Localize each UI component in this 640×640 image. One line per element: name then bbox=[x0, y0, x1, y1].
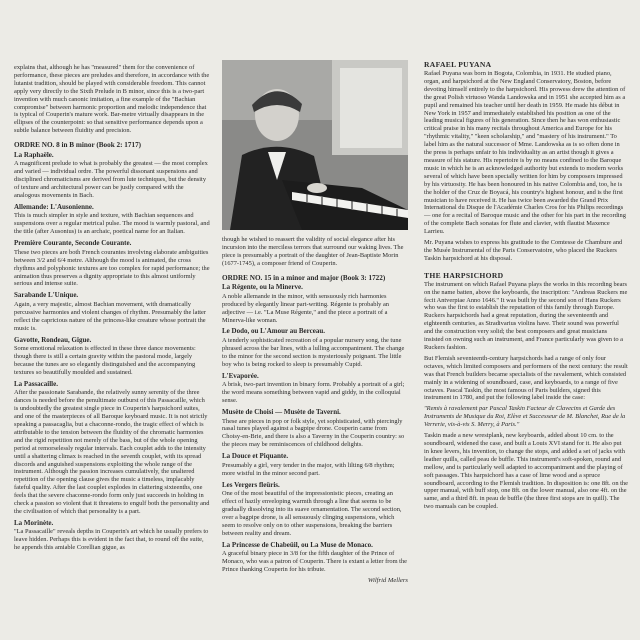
intro-paragraph: explains that, although he has "measured" them for the convenience of performance, these pieces are preludes and therefore, in accordance with the lutanist tradition, should be played with considerable freedom. This cannot apply very directly to the Sixth Prelude in B minor, since this is a two-part invention with much canonic imitation, a fine example of the "Bachian compromise" between harmonic proportion and melodic independence that is typical of Couperin's mature work. Bar-metre virtually disappears in the ellipses of the counterpoint: so that sensitive performance depends upon a subtle balance between fluidity and precision. bbox=[14, 64, 210, 135]
raphaele-title: La Raphaële. bbox=[14, 150, 54, 159]
column-middle bbox=[222, 236, 408, 630]
morinette-continued: though he wished to reassert the validity of social elegance after his incursion into the merciless terrors that surround our waking lives. The piece is presumably a portrait of the daughter of Jean-Baptiste Morin (1677-1745), a composer friend of Couperin. bbox=[222, 236, 404, 267]
allemande-title: Allemande: L'Ausonienne. bbox=[14, 202, 94, 211]
sarabande-title: Sarabande L'Unique. bbox=[14, 291, 79, 300]
column-right bbox=[424, 60, 628, 630]
puyana-bio: Rafael Puyana was born in Bogota, Colombia, in 1931. He studied piano, organ, and harpsichord at the New England Conservatory, Boston, before devoting himself entirely to the harpsichord. His prowess drew the attention of the great Polish virtuoso Wanda Landowska and in 1951 she accepted him as a pupil and remained his teacher until her death in 1959. He made his début in New York in 1957 and immediately established his position as one of the leading musical figures of his generation. Since then he has won enthusiastic critical praise in his many recitals throughout America and Europe for his "rhythmic vitality," "keen scholarship," and "mastery of his instrument." To label him as the natural successor of Mme. Landowska as is so often done in the press is perhaps unfair to his individuality as an artist though it gives a measure of his stature. His repertoire is by no means confined to the Baroque music in which he is an acknowledged authority but extends to modern works several of which have been specially written for him by composers impressed by his virtuosity. He has been honoured in his native Colombia and, too, he is the holder of the Cruz de Boyacá, his country's highest honour, and is the first musician to have received it. He has twice been awarded the Grand Prix International du Disque de l'Académie Charles Cros for his Philips recordings — one for a recital of Baroque music and the other for his part in the recording of the complete Bach sonatas for flute and clavier, with flautist Maxence Larrieu. bbox=[424, 70, 626, 236]
raphaele-text: A magnificent prelude to what is probably the greatest — the most complex and varied — individual ordre. The powerful dissonant suspensions and disciplined chromaticisms are derived from lute techniques, but the density of texture and architectural power can be justly compared with the analogous movements in Bach. bbox=[14, 160, 208, 199]
ordre8-heading: ORDRE NO. 8 in B minor (Book 2: 1717) bbox=[14, 141, 142, 150]
sarabande-text: Again, a very majestic, almost Bachian movement, with dramatically percussive harmonies and violent changes of rhythm. Presumably the latter reflect the capricious nature of the princess-like creature whose portrait the music is. bbox=[14, 300, 207, 332]
evaporee-text: A brisk, two-part invention in binary form. Probably a portrait of a girl; the word means something between vapid and giddy, in the colloquial sense. bbox=[222, 381, 405, 405]
harpsichord-heading: THE HARPSICHORD bbox=[424, 270, 504, 280]
passacaille-title: La Passacaille. bbox=[14, 379, 58, 388]
princesse-title: La Princesse de Chabeüil, ou La Muse de Monaco. bbox=[222, 540, 373, 549]
courante-title: Première Courante, Seconde Courante. bbox=[14, 239, 132, 248]
gavotte-title: Gavotte, Rondeau, Gigue. bbox=[14, 335, 92, 344]
douce-text: Presumably a girl, very tender in the major, with lilting 6/8 rhythm; more wistful in the minor second part. bbox=[222, 461, 395, 477]
musette-text: These are pieces in pop or folk style, yet sophisticated, with piercingly nasal tunes played against a bagpipe drone. Couperin came from Choisy-en-Brie, and there is also a Taverny in the Couperin country: so the pieces may be reminiscences of childhood delights. bbox=[222, 417, 405, 449]
author-signature: Wilfrid Mellers bbox=[367, 576, 408, 584]
dodo-title: Le Dodo, ou L'Amour au Berceau. bbox=[222, 327, 325, 336]
column-left bbox=[14, 64, 210, 630]
evaporee-title: L'Evaporée. bbox=[222, 371, 259, 380]
vergers-text: One of the most beautiful of the impressionistic pieces, creating an effect of hazily enveloping warmth through a line that seems to be gradually dissolving into its suave ornamentation. The second section, over a bagpipe drone, is all sensuously clinging suspensions, which seem to resolve only on to other suspensions, breaking the barriers between reality and dream. bbox=[222, 490, 402, 537]
harpsichord-text-2: But Flemish seventeenth-century harpsichords had a range of only four octaves, which limited composers and performers of the next century: the result was that French builders became specialists of the ravalement, which consisted mainly in a widening of soundboard, case, and keyboards, to a range of five octaves. Pascal Taskin, the most famous of Paris builders, signed this instrument in 1780, and put the following label inside the case: bbox=[424, 354, 628, 402]
passacaille-text: After the passionate Sarabande, the relatively sunny serenity of the three dances is needed before the penultimate outburst of this Passacaille, which is undoubtedly the greatest single piece in Couperin's harpsichord suites, and one of the masterpieces of all Baroque keyboard music. It is not strictly speaking a passacaglia, but a chaconne-rondo, the tragic effect of which is attributable to the tension between the fluidity of the chromatic harmonies and the rigid repetition not merely of the bass, but of the whole opening period at remorselessly regular intervals. Each couplet adds to the intensity until a shattering climax is reached in the seventh couplet, with its spread discords and anguished suspensions exploiting the whole range of the instrument. Although the passion increases cumulatively, the unaltered repetition of the opening clause gives the music a timeless, implacably fateful quality. After the last couplet explodes in clattering sixteenths, one feels that the severe chaconne-rondo form only just succeeds in holding in check a passion so violent that it threatens to engulf both the personality and the civilisation of which that personality is a part. bbox=[14, 389, 210, 515]
photo-illustration bbox=[222, 60, 408, 230]
puyana-thanks: Mr. Puyana wishes to express his gratitude to the Comtesse de Chambure and the Musée Instrumental of the Paris Conservatoire, who placed the Ruckers Taskin harpsichord at his disposal. bbox=[424, 239, 623, 262]
harpsichord-text-1: The instrument on which Rafael Puyana plays the works in this recording bears on the name batten, above the keyboards, the inscription: "Andreas Ruckers me fecit Antverpiae Anno 1646." It was built by the second son of Hans Ruckers who was the first to establish the reputation of this family through Europe. Ruckers harpsichords had a great reputation, during the seventeenth and eighteenth centuries, as Stradivarius violins have. Their sound was powerful and the construction very solid; the best composers and great musicians insisted on owning such an instrument, and France particularly was given to a Ruckers fashion. bbox=[424, 280, 628, 351]
morinette-text: "La Passacaille" reveals depths in Couperin's art which he usually prefers to leave hidden. Perhaps this is evident in the fact that, to round off the suite, he appends this amiable Corellian gigue, as bbox=[14, 528, 209, 552]
ordre15-heading: ORDRE NO. 15 in a minor and major (Book 3: 1722) bbox=[222, 273, 386, 282]
allemande-text: This is much simpler in style and texture, with Bachian sequences and suspensions over a regular metrical pulse. The mood is warmly pastoral, and the title (after Ausonius) is an archaic, poetical name for an Italian. bbox=[14, 212, 210, 236]
douce-title: La Douce et Piquante. bbox=[222, 452, 289, 461]
dodo-text: A tenderly sophisticated recreation of a popular nursery song, the tune phrased across the bar lines, with a lulling accompaniment. The change to the minor for the second section is mysteriously poignant. The little boy who is being rocked to sleep is presumably Cupid. bbox=[222, 337, 405, 368]
morinette-title: La Morinète. bbox=[14, 518, 54, 527]
harpsichord-text-3: Taskin made a new wrestplank, new keyboards, added about 10 cm. to the soundboard, widened the case, and built a Louis XVI stand for it. He also put in knee levers, his invention, to change the stops, and added a set of jacks with leather quills, called peau de buffle. This instrument's soft-spoken, round and mellow, and is particularly well adapted to accompaniment and the playing of soft passages. This harpsichord has a case of lime wood and a spruce soundboard, according to the Flemish tradition. In disposition is: one 8ft. on the upper manual, with buff stop, one 8ft. on the lower manual, also one 4ft. on the same, and a third 8ft. in peau de buffle (the three first stops are in quill). The two manuals can be coupled. bbox=[424, 432, 628, 511]
vergers-title: Les Vergers fleüris. bbox=[222, 480, 280, 489]
harpsichord-label-quote: "Remis à ravalement par Pascal Taskin Facteur de Clavecins et Garde des Instruments de Musique du Roi, Elève et Successeur de M. Blanchet, Rue de la Verrerie, vis-à-vis S. Merry, à Paris." bbox=[424, 405, 626, 429]
harpsichordist-photo bbox=[222, 60, 408, 230]
regente-text: A noble allemande in the minor, with sensuously rich harmonies produced by elegantly linear part-writing. Régente is probably an adjective — i.e. "La Muse Régente," and the piece a portrait of a Minerva-like woman. bbox=[222, 292, 389, 324]
musette-title: Musète de Choisi — Musète de Taverni. bbox=[222, 407, 341, 416]
courante-text: These two pieces are both French courantes involving elaborate ambiguities between 3/2 and 6/4 metre. Although the mood is animated, the cross rhythms and polyphonic textures are too complex for rapid performance; the animation thus preserves a dignity appropriate to this almost uniformly serious and intense suite. bbox=[14, 248, 210, 288]
gavotte-text: Some emotional relaxation is effected in these three dance movements: though there is still a certain gravity within the pastoral mode, largely because the tunes are so elegantly distinguished and the accompanying textures so beautifully moulded and sustained. bbox=[14, 345, 196, 376]
puyana-heading: RAFAEL PUYANA bbox=[424, 60, 492, 69]
regente-title: La Régente, ou la Minerve. bbox=[222, 283, 303, 292]
princesse-text: A graceful binary piece in 3/8 for the fifth daughter of the Prince of Monaco, who was a patron of Couperin. There is extant a letter from the Prince thanking Couperin for his tribute. bbox=[222, 550, 407, 574]
